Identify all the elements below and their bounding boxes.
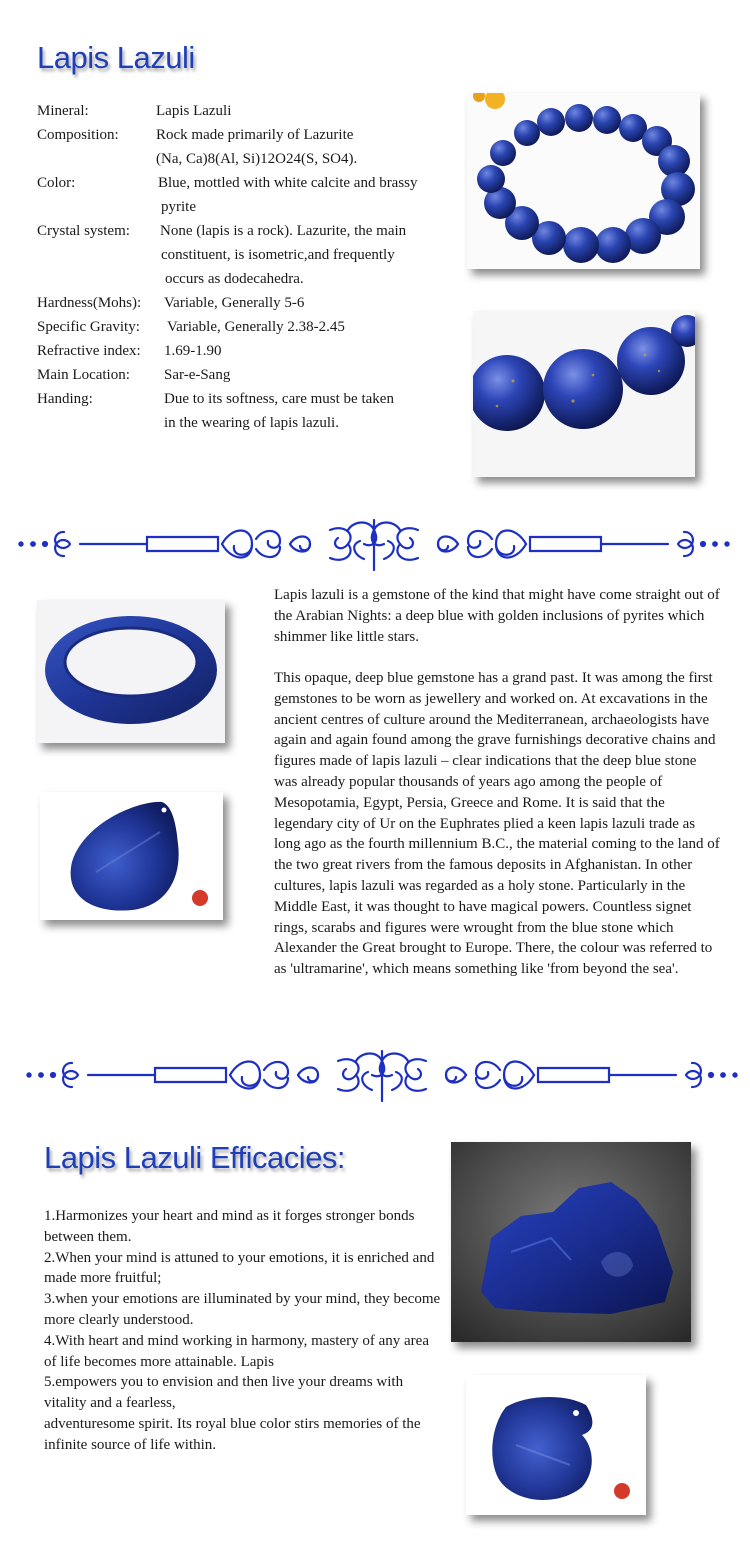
- spec-value-continued: (Na, Ca)8(Al, Si)12O24(S, SO4).: [156, 151, 358, 167]
- spec-value: Variable, Generally 2.38-2.45: [167, 319, 345, 335]
- spec-label: Color:: [37, 175, 76, 191]
- lapis-carved-pendant-photo: [466, 1375, 646, 1515]
- spec-value-continued: occurs as dodecahedra.: [165, 271, 304, 287]
- efficacy-item: adventuresome spirit. Its royal blue color stirs memories of the infinite source of life within.: [44, 1415, 421, 1453]
- spec-value: Due to its softness, care must be taken: [164, 391, 394, 407]
- lapis-pendant-photo: [40, 792, 223, 920]
- efficacy-item: 1.Harmonizes your heart and mind as it forges stronger bonds between them.: [44, 1208, 415, 1245]
- spec-value: 1.69-1.90: [164, 343, 222, 359]
- spec-label: Refractive index:: [37, 343, 141, 359]
- efficacies-title: Lapis Lazuli Efficacies:: [44, 1140, 346, 1175]
- spec-value: Blue, mottled with white calcite and brassy: [158, 175, 418, 191]
- description-intro: Lapis lazuli is a gemstone of the kind that might have come straight out of the Arabian Nights: a deep blue with golden inclusions of pyrites which shimmer like little stars.: [274, 587, 720, 645]
- page-title: Lapis Lazuli: [37, 40, 195, 75]
- efficacy-item: 4.With heart and mind working in harmony, mastery of any area of life becomes more attainable. Lapis: [44, 1332, 429, 1370]
- efficacy-item: 3.when your emotions are illuminated by your mind, they become more clearly understood.: [44, 1291, 441, 1328]
- bead-bracelet-photo: [467, 93, 700, 269]
- spec-value-continued: constituent, is isometric,and frequently: [161, 247, 395, 263]
- spec-value-continued: in the wearing of lapis lazuli.: [164, 415, 339, 431]
- spec-label: Crystal system:: [37, 223, 130, 239]
- ornamental-divider: [0, 515, 750, 575]
- spec-label: Handing:: [37, 391, 93, 407]
- spec-value: Lapis Lazuli: [156, 103, 232, 119]
- spec-value: Sar-e-Sang: [164, 367, 231, 383]
- spec-label: Specific Gravity:: [37, 319, 140, 335]
- lapis-rough-stone-photo: [451, 1142, 691, 1342]
- spec-value: None (lapis is a rock). Lazurite, the main: [160, 223, 407, 239]
- lapis-bangle-photo: [37, 600, 225, 743]
- spec-label: Main Location:: [37, 367, 130, 383]
- efficacy-item: 5.empowers you to envision and then live your dreams with vitality and a fearless,: [44, 1374, 404, 1412]
- efficacies-list: [44, 1206, 444, 1456]
- spec-label: Mineral:: [37, 103, 89, 119]
- spec-label: Hardness(Mohs):: [37, 295, 142, 311]
- efficacy-item: 2.When your mind is attuned to your emotions, it is enriched and made more fruitful;: [44, 1249, 435, 1287]
- spec-value: Variable, Generally 5-6: [164, 295, 305, 311]
- spec-value: Rock made primarily of Lazurite: [156, 127, 354, 143]
- spec-label: Composition:: [37, 127, 119, 143]
- beads-closeup-photo: [473, 311, 695, 477]
- description-history: This opaque, deep blue gemstone has a grand past. It was among the first gemstones to be worn as jewellery and worked on. At excavations in the ancient centres of culture around the Mediterranean, archaeologists have again and again found among the grave furnishings decorative chains and figures made of lapis lazuli – clear indications that the deep blue stone was already popular thousands of years ago among the people of Mesopotamia, Egypt, Persia, Greece and Rome. It is said that the legendary city of Ur on the Euphrates plied a keen lapis lazuli trade as long ago as the fourth millennium B.C., the material coming to the land of the two great rivers from the famous deposits in Afghanistan. In other cultures, lapis lazuli was regarded as a holy stone. Particularly in the Middle East, it was thought to have magical powers. Countless signet rings, scarabs and figures were wrought from the blue stone which Alexander the Great brought to Europe. There, the colour was referred to as 'ultramarine', which means something like 'from beyond the sea'.: [274, 670, 720, 978]
- spec-value-continued: pyrite: [161, 199, 196, 215]
- ornamental-divider: [0, 1046, 750, 1106]
